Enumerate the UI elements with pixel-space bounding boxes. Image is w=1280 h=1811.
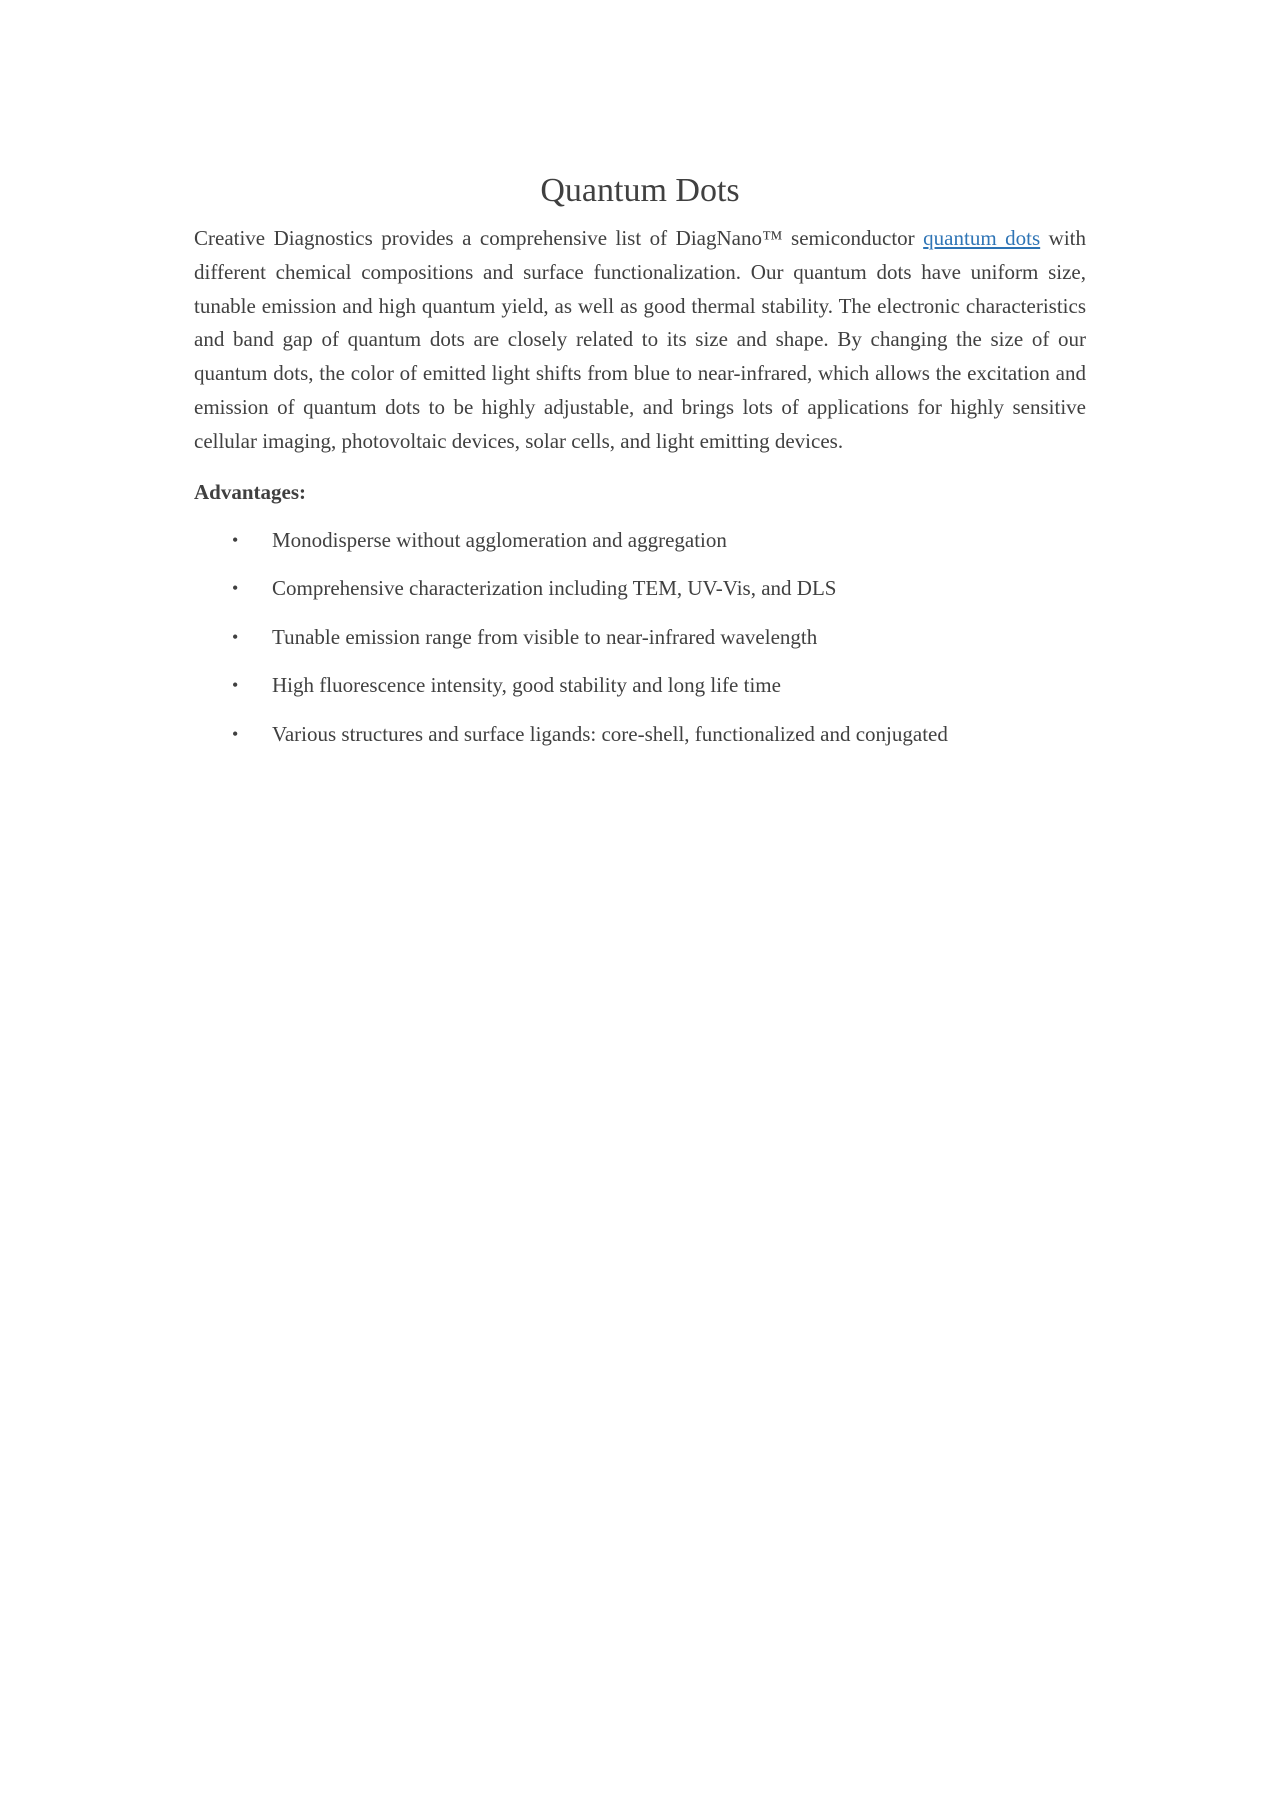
advantages-heading: Advantages:: [194, 479, 307, 504]
list-item: [194, 523, 1086, 557]
list-item: [194, 620, 1086, 654]
advantage-text: Monodisperse without agglomeration and aggregation: [272, 527, 727, 552]
bullet-icon: •: [232, 723, 239, 744]
intro-text-before-link: Creative Diagnostics provides a comprehensive list of DiagNano™ semiconductor: [194, 226, 924, 250]
bullet-icon: •: [232, 626, 239, 647]
advantage-text: Comprehensive characterization including TEM, UV-Vis, and DLS: [272, 576, 837, 601]
bullet-icon: •: [232, 529, 239, 550]
list-item: [194, 571, 1086, 605]
document-page: [194, 168, 1086, 765]
list-item: [194, 717, 1086, 751]
intro-text-after-link: with different chemical compositions and surface functionalization. Our quantum dots have uniform size, tunable emission and high quantum yield, as well as good thermal stability. The electronic characteristics and band gap of quantum dots are closely related to its size and shape. By changing the size of our quantum dots, the color of emitted light shifts from blue to near-infrared, which allows the excitation and emission of quantum dots to be highly adjustable, and brings lots of applications for highly sensitive cellular imaging, photovoltaic devices, solar cells, and light emitting devices.: [194, 226, 1086, 453]
intro-paragraph: [194, 222, 1086, 459]
advantage-text: High fluorescence intensity, good stability and long life time: [272, 673, 781, 698]
advantages-list: [194, 523, 1086, 751]
page-title: Quantum Dots: [540, 172, 740, 209]
quantum-dots-link[interactable]: quantum dots: [923, 226, 1041, 250]
bullet-icon: •: [232, 578, 239, 599]
advantage-text: Various structures and surface ligands: core-shell, functionalized and conjugated: [272, 721, 948, 746]
advantage-text: Tunable emission range from visible to near-infrared wavelength: [272, 624, 818, 649]
list-item: [194, 668, 1086, 702]
bullet-icon: •: [232, 675, 239, 696]
